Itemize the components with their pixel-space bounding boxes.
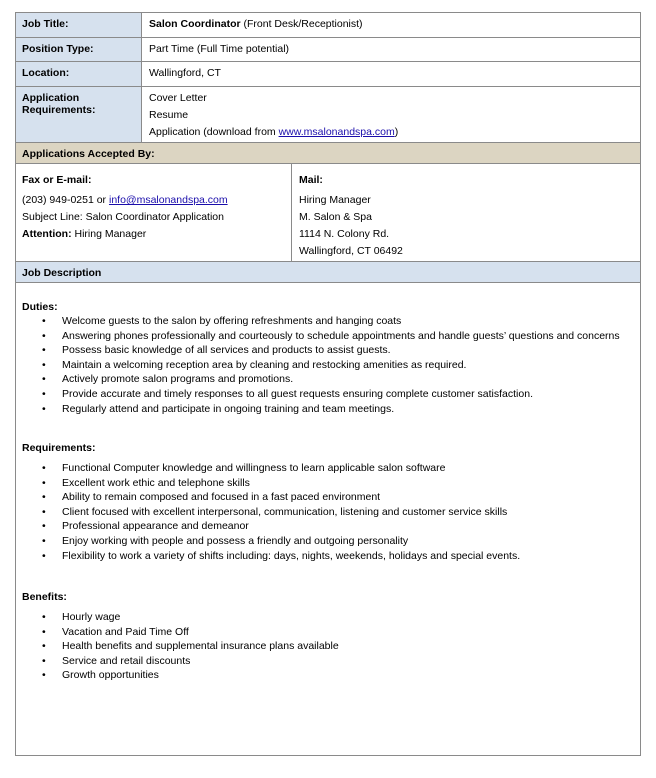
list-item [22,611,339,626]
list-item [22,403,620,418]
list-item-text: Hourly wage [62,611,121,623]
contact-row [16,164,640,262]
list-item-text: Provide accurate and timely responses to all guest requests ensuring complete customer satisfaction. [62,387,533,400]
mail-line: Hiring Manager [299,194,371,206]
list-item [22,550,520,565]
benefits-heading: Benefits: [22,591,67,603]
website-link[interactable]: www.msalonandspa.com [278,126,395,138]
list-item [22,477,520,492]
fax-email-line [22,194,291,211]
list-item [22,491,520,506]
list-item-text: Possess basic knowledge of all services and products to assist guests. [62,344,391,357]
mail-line: M. Salon & Spa [299,211,372,223]
application-suffix: ) [394,126,399,138]
duties-list [22,315,620,417]
requirement-cover-letter: Cover Letter [149,92,207,104]
bullet-icon: • [42,669,46,682]
bullet-icon: • [42,402,46,415]
list-item-text: Excellent work ethic and telephone skills [62,476,250,489]
list-item [22,344,620,359]
bullet-icon: • [42,373,46,386]
list-item [22,535,520,550]
list-item-text: Vacation and Paid Time Off [62,625,189,638]
job-title-name: Salon Coordinator [149,18,241,30]
list-item-text: Growth opportunities [62,669,159,682]
list-item-text: Regularly attend and participate in ongoing training and team meetings. [62,402,395,415]
list-item [22,330,620,345]
benefits-list [22,611,339,684]
bullet-icon: • [42,329,46,342]
position-type-value: Part Time (Full Time potential) [149,43,290,55]
mail-line: Wallingford, CT 06492 [299,245,403,257]
bullet-icon: • [42,505,46,518]
fax-email-column [16,164,292,261]
bullet-icon: • [42,358,46,371]
list-item [22,669,339,684]
location-value: Wallingford, CT [149,67,221,79]
list-item [22,359,620,374]
list-item-text: Flexibility to work a variety of shifts including: days, nights, weekends, holidays and special events. [62,549,521,562]
attention-line [22,228,291,245]
bullet-icon: • [42,387,46,400]
position-type-label: Position Type: [16,38,142,61]
job-title-label: Job Title: [16,13,142,37]
fax-email-heading: Fax or E-mail: [22,174,92,186]
list-item-text: Enjoy working with people and possess a friendly and outgoing personality [62,534,409,547]
position-type-row [16,38,640,62]
list-item-text: Answering phones professionally and courteously to schedule appointments and handle guests’ questions and concerns [62,329,620,342]
requirement-resume: Resume [149,109,189,121]
list-item [22,373,620,388]
fax-number: (203) 949-0251 or [22,194,109,206]
attention-value: Hiring Manager [71,228,147,240]
location-row [16,62,640,87]
requirements-section [22,442,520,564]
application-requirements-list [149,92,398,143]
job-title-row [16,13,640,38]
applications-accepted-header: Applications Accepted By: [16,143,640,164]
bullet-icon: • [42,549,46,562]
bullet-icon: • [42,611,46,623]
list-item-text: Actively promote salon programs and promotions. [62,373,294,386]
benefits-section [22,591,339,684]
list-item [22,626,339,641]
job-posting-document [15,12,641,756]
email-link[interactable]: info@msalonandspa.com [108,194,228,206]
subject-line: Subject Line: Salon Coordinator Application [22,211,224,223]
list-item-text: Professional appearance and demeanor [62,520,249,533]
bullet-icon: • [42,491,46,504]
job-title-value [149,18,363,30]
bullet-icon: • [42,462,46,474]
bullet-icon: • [42,520,46,533]
list-item-text: Health benefits and supplemental insurance plans available [62,640,339,653]
job-title-detail: (Front Desk/Receptionist) [240,18,363,30]
bullet-icon: • [42,640,46,653]
application-requirements-label: Application Requirements: [16,87,142,142]
mail-heading: Mail: [299,174,323,186]
list-item-text: Maintain a welcoming reception area by cleaning and restocking amenities as required. [62,358,467,371]
job-description-header: Job Description [16,262,640,283]
list-item [22,655,339,670]
mail-line: 1114 N. Colony Rd. [299,228,390,240]
list-item-text: Functional Computer knowledge and willingness to learn applicable salon software [62,462,446,474]
bullet-icon: • [42,534,46,547]
list-item [22,388,620,403]
list-item [22,315,620,330]
location-label: Location: [16,62,142,86]
list-item-text: Service and retail discounts [62,654,191,667]
requirement-application [149,126,398,143]
bullet-icon: • [42,476,46,489]
list-item-text: Ability to remain composed and focused in a fast paced environment [62,491,381,504]
bullet-icon: • [42,315,46,327]
requirements-list [22,462,520,564]
bullet-icon: • [42,625,46,638]
attention-label: Attention: [22,228,72,240]
list-item [22,462,520,477]
application-prefix: Application (download from [149,126,279,138]
requirements-heading: Requirements: [22,442,96,454]
duties-heading: Duties: [22,301,58,313]
bullet-icon: • [42,654,46,667]
mail-column [292,164,640,261]
bullet-icon: • [42,344,46,357]
list-item-text: Client focused with excellent interpersonal, communication, listening and customer service skills [62,505,508,518]
list-item [22,640,339,655]
application-requirements-row [16,87,640,143]
list-item [22,506,520,521]
list-item [22,520,520,535]
list-item-text: Welcome guests to the salon by offering refreshments and hanging coats [62,315,402,327]
duties-section [22,301,620,417]
